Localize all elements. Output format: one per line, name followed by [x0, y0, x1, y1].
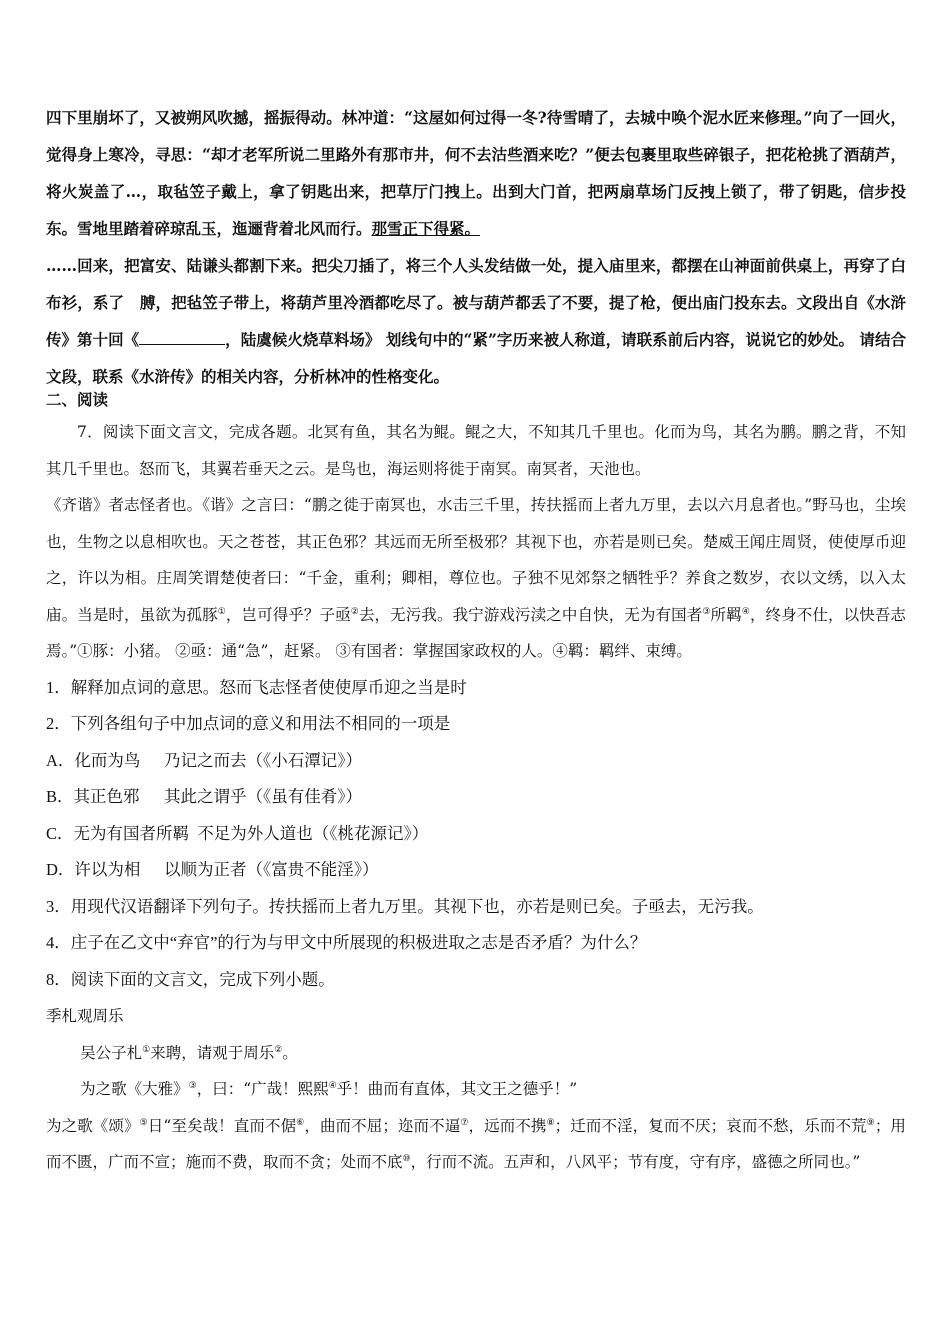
- q7-passage-2: 《齐谐》者志怪者也。《谐》之言曰：“鹏之徙于南冥也，水击三千里，抟扶摇而上者九万里，去以六月息者也。”野马也，尘埃也，生物之以息相吹也。天之苍苍，其正色邪？其远而无所至极邪？其视下也，亦若是则已矣。楚威王闻庄周贤，使使厚币迎之，许以为相。庄周笑谓楚使者曰：“千金，重利；卿相，尊位也。子独不见郊祭之牺牲乎？养食之数岁，衣以文绣，以入太庙。当是时，虽欲为孤豚①，岂可得乎？子亟②去，无污我。我宁游戏污渎之中自快，无为有国者③所羁④，终身不仕，以快吾志焉。”①豚：小猪。 ②亟：通“急”，赶紧。 ③有国者：掌握国家政权的人。④羁：羁绊、束缚。: [46, 496, 906, 660]
- section-title: 二、阅读: [46, 390, 109, 409]
- passage-paragraph-1: 四下里崩坏了，又被朔风吹撼，摇振得动。林冲道：“这屋如何过得一冬?待雪晴了，去城中唤个泥水匠来修理。”向了一回火，觉得身上寒冷，寻思：“却才老军所说二里路外有那市井，何不去沽些酒来吃？”便去包裹里取些碎银子，把花枪挑了酒葫芦，将火炭盖了…，取毡笠子戴上，拿了钥匙出来，把草厅门拽上。出到大门首，把两扇草场门反拽上锁了，带了钥匙，信步投东。雪地里踏着碎琼乱玉，迤逦背着北风而行。那雪正下得紧。: [46, 108, 906, 238]
- q7-sub4: 4．庄子在乙文中“弃官”的行为与甲文中所展现的积极进取之志是否矛盾？为什么？: [46, 933, 647, 952]
- q7-sub2: 2．下列各组句子中加点词的意义和用法不相同的一项是: [46, 714, 451, 733]
- q8-title: 季札观周乐: [46, 1007, 124, 1025]
- q8-line-3: 为之歌《颂》⑤日“至矣哉！直而不倨⑥，曲而不屈；迩而不逼⑦，远而不携⑧；迁而不淫，复而不厌；哀而不愁，乐而不荒⑨；用而不匮，广而不宣；施而不费，取而不贪；处而不底⑩，行而不流。五声和，八风平；节有度，守有序，盛德之所同也。”: [46, 1116, 906, 1171]
- q7-intro: 7．阅读下面文言文，完成各题。北冥有鱼，其名为鲲。鲲之大，不知其几千里也。化而为鸟，其名为鹏。鹏之背，不知其几千里也。怒而飞，其翼若垂天之云。是鸟也，海运则将徙于南冥。南冥者，天池也。: [46, 423, 906, 478]
- fill-blank: [139, 330, 225, 345]
- option-d: D．许以为相 以顺为正者（《富贵不能淫》）: [46, 860, 379, 879]
- option-a: A．化而为鸟 乃记之而去（《小石潭记》）: [46, 750, 362, 770]
- passage-paragraph-2: ……回来，把富安、陆谦头都割下来。把尖刀插了，将三个人头发结做一处，提入庙里来，都摆在山神面前供桌上，再穿了白布衫，系了 膊，把毡笠子带上，将葫芦里冷酒都吃尽了。被与葫芦都丢了不要，提了枪，便出庙门投东去。文段出自《水浒传》第十回《 ，陆虞候火烧草料场》 划线句中的“紧”字历来被人称道，请联系前后内容，说说它的妙处。 请结合文段，联系《水浒传》的相关内容，分析林冲的性格变化。: [46, 256, 906, 386]
- option-c: C．无为有国者所羁 不足为外人道也（《桃花源记》）: [46, 823, 429, 843]
- q8-line-1: 吴公子札①来聘，请观于周乐②。: [80, 1043, 298, 1062]
- underlined-sentence: 那雪正下得紧。: [371, 219, 481, 238]
- reading-section: [46, 414, 906, 1181]
- option-b: B．其正色邪 其此之谓乎（《虽有佳肴》）: [46, 787, 362, 806]
- q7-sub1: 1．解释加点词的意思。怒而飞志怪者使使厚币迎之当是时: [46, 677, 467, 697]
- q7-sub3: 3．用现代汉语翻译下列句子。抟扶摇而上者九万里。其视下也，亦若是则已矣。子亟去，无污我。: [46, 896, 764, 916]
- shuihu-passage: [46, 99, 906, 395]
- q8-line-2: 为之歌《大雅》③，曰：“广哉！熙熙④乎！曲而有直体，其文王之德乎！”: [80, 1080, 578, 1098]
- q8-intro: 8．阅读下面的文言文，完成下列小题。: [46, 969, 335, 989]
